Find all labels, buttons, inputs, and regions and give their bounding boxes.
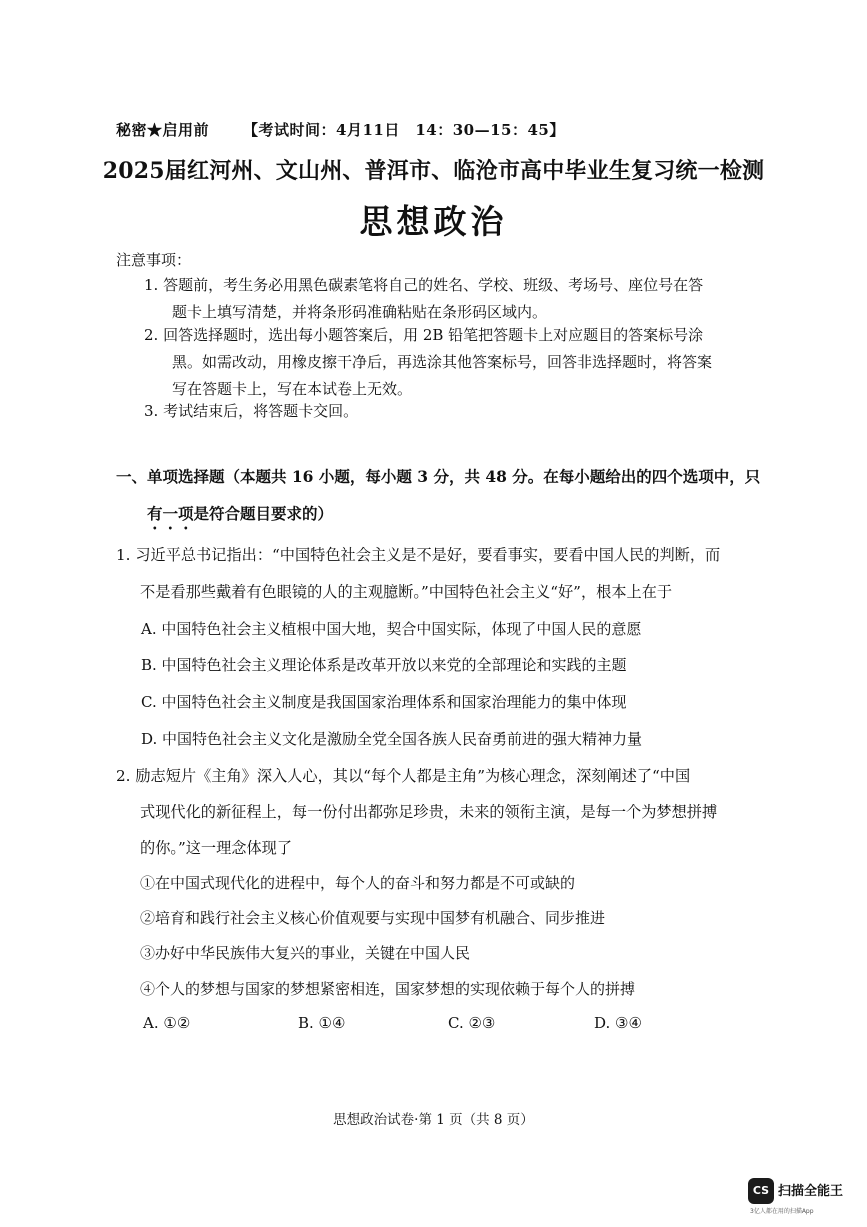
question-1-option-d: D. 中国特色社会主义文化是激励全党全国各族人民奋勇前进的强大精神力量: [141, 730, 643, 748]
question-2-stem-line2: 式现代化的新征程上，每一份付出都弥足珍贵，未来的领衔主演，是每一个为梦想拼搏: [140, 803, 718, 821]
question-2-stem-line3: 的你。”这一理念体现了: [140, 839, 293, 857]
notice-item-3: [144, 398, 358, 425]
question-2-statement-1: ①在中国式现代化的进程中，每个人的奋斗和努力都是不可或缺的: [140, 874, 576, 892]
subject-title: 思想政治: [359, 202, 508, 241]
question-1-stem-line2: 不是看那些戴着有色眼镜的人的主观臆断。”中国特色社会主义“好”，根本上在于: [140, 583, 673, 601]
question-2-statement-3: ③办好中华民族伟大复兴的事业，关键在中国人民: [140, 944, 471, 962]
watermark-subtitle: 3亿人都在用的扫描App: [750, 1208, 814, 1215]
notice-text: 黑。如需改动，用橡皮擦干净后，再选涂其他答案标号，回答非选择题时，将答案: [172, 353, 713, 371]
question-2-statement-2: ②培育和践行社会主义核心价值观要与实现中国梦有机融合、同步推进: [140, 909, 606, 927]
notice-item-1: [144, 272, 703, 326]
exam-time: 【考试时间：4月11日 14：30—15：45】: [243, 121, 565, 139]
question-1-option-c: C. 中国特色社会主义制度是我国国家治理体系和国家治理能力的集中体现: [141, 693, 627, 711]
question-2-choice-d: D. ③④: [594, 1014, 642, 1032]
section-heading-rest: 是符合题目要求的）: [193, 504, 334, 523]
exam-title: 2025届红河州、文山州、普洱市、临沧市高中毕业生复习统一检测: [102, 158, 765, 184]
notice-text: 题卡上填写清楚，并将条形码准确粘贴在条形码区域内。: [172, 303, 548, 321]
question-2-choice-b: B. ①④: [298, 1014, 346, 1032]
emphasis-text: 有一项: [147, 504, 194, 523]
question-1-option-a: A. 中国特色社会主义植根中国大地，契合中国实际，体现了中国人民的意愿: [141, 620, 642, 638]
page-footer: 思想政治试卷·第 1 页（共 8 页）: [333, 1112, 534, 1128]
question-2-statement-4: ④个人的梦想与国家的梦想紧密相连，国家梦想的实现依赖于每个人的拼搏: [140, 980, 636, 998]
question-2-choice-c: C. ②③: [448, 1014, 496, 1032]
question-2-choice-a: A. ①②: [143, 1014, 191, 1032]
notice-text: 2. 回答选择题时，选出每小题答案后，用 2B 铅笔把答题卡上对应题目的答案标号涂: [144, 326, 704, 344]
scanner-watermark: [748, 1178, 848, 1214]
question-1-option-b: B. 中国特色社会主义理论体系是改革开放以来党的全部理论和实践的主题: [141, 656, 627, 674]
camscanner-logo-icon: CS: [748, 1178, 774, 1204]
notice-text: 3. 考试结束后，将答题卡交回。: [144, 402, 359, 420]
secret-label: 秘密★启用前: [116, 121, 210, 139]
exam-header-line: [116, 119, 565, 140]
notice-text: 1. 答题前，考生务必用黑色碳素笔将自己的姓名、学校、班级、考场号、座位号在答: [144, 276, 704, 294]
section-heading-cont: [147, 502, 333, 533]
question-2-stem-line1: 2. 励志短片《主角》深入人心，其以“每个人都是主角”为核心理念，深刻阐述了“中国: [116, 767, 691, 785]
question-1-stem-line1: 1. 习近平总书记指出：“中国特色社会主义是不是好，要看事实，要看中国人民的判断，而: [116, 546, 721, 564]
section-heading: 一、单项选择题（本题共 16 小题，每小题 3 分，共 48 分。在每小题给出的四个选项中，只: [116, 467, 761, 486]
notice-heading: 注意事项：: [116, 251, 192, 269]
notice-text: 写在答题卡上，写在本试卷上无效。: [172, 380, 413, 398]
notice-item-2: [144, 322, 712, 403]
watermark-name: 扫描全能王: [778, 1184, 844, 1199]
